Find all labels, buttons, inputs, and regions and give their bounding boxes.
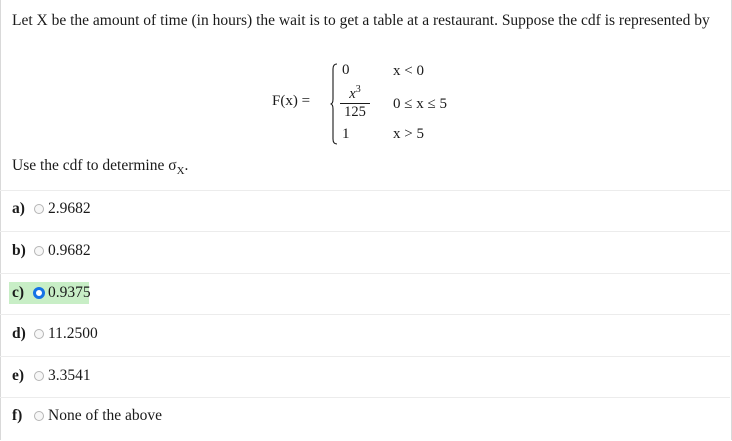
radio-button[interactable] — [34, 204, 44, 214]
option-label: 0.9375 — [48, 284, 91, 301]
option-f[interactable] — [12, 405, 162, 427]
divider — [0, 356, 730, 357]
case-condition-3: x > 5 — [393, 126, 424, 142]
case-value-3: 1 — [342, 126, 350, 142]
divider — [0, 397, 730, 398]
radio-button[interactable] — [34, 371, 44, 381]
question-text: Let X be the amount of time (in hours) the wait is to get a table at a restaurant. Suppose the cdf is represented by — [12, 12, 710, 29]
divider — [0, 314, 730, 315]
option-letter: b) — [12, 242, 26, 259]
fraction-denominator: 125 — [344, 103, 366, 120]
radio-button[interactable] — [34, 246, 44, 256]
radio-button[interactable] — [34, 411, 44, 421]
case-value-1: 0 — [342, 62, 350, 78]
option-letter: e) — [12, 367, 25, 384]
left-brace-icon — [330, 63, 338, 145]
case-condition-2: 0 ≤ x ≤ 5 — [393, 96, 447, 112]
option-label: 0.9682 — [48, 242, 91, 259]
option-a[interactable] — [12, 198, 91, 220]
prompt-text: Use the cdf to determine $\sigma_X$. — [12, 157, 189, 178]
option-letter: d) — [12, 325, 26, 342]
option-e[interactable] — [12, 365, 91, 387]
option-b[interactable] — [12, 240, 91, 262]
divider — [0, 273, 730, 274]
divider — [0, 231, 730, 232]
radio-button[interactable] — [34, 329, 44, 339]
formula-lhs: F(x) = — [272, 93, 311, 109]
radio-button-selected[interactable] — [33, 287, 45, 299]
case-fraction — [340, 82, 370, 120]
divider — [0, 190, 730, 191]
option-letter: f) — [12, 407, 23, 424]
cdf-formula — [272, 60, 472, 150]
fraction-numerator: $x^3$ — [349, 84, 361, 102]
option-letter: a) — [12, 200, 25, 217]
option-letter: c) — [12, 284, 25, 301]
option-label: 2.9682 — [48, 200, 91, 217]
option-d[interactable] — [12, 323, 98, 345]
option-label: 11.2500 — [48, 325, 98, 342]
option-c[interactable] — [12, 282, 91, 304]
option-label: 3.3541 — [48, 367, 91, 384]
option-label: None of the above — [48, 407, 163, 424]
case-condition-1: x < 0 — [393, 63, 424, 79]
